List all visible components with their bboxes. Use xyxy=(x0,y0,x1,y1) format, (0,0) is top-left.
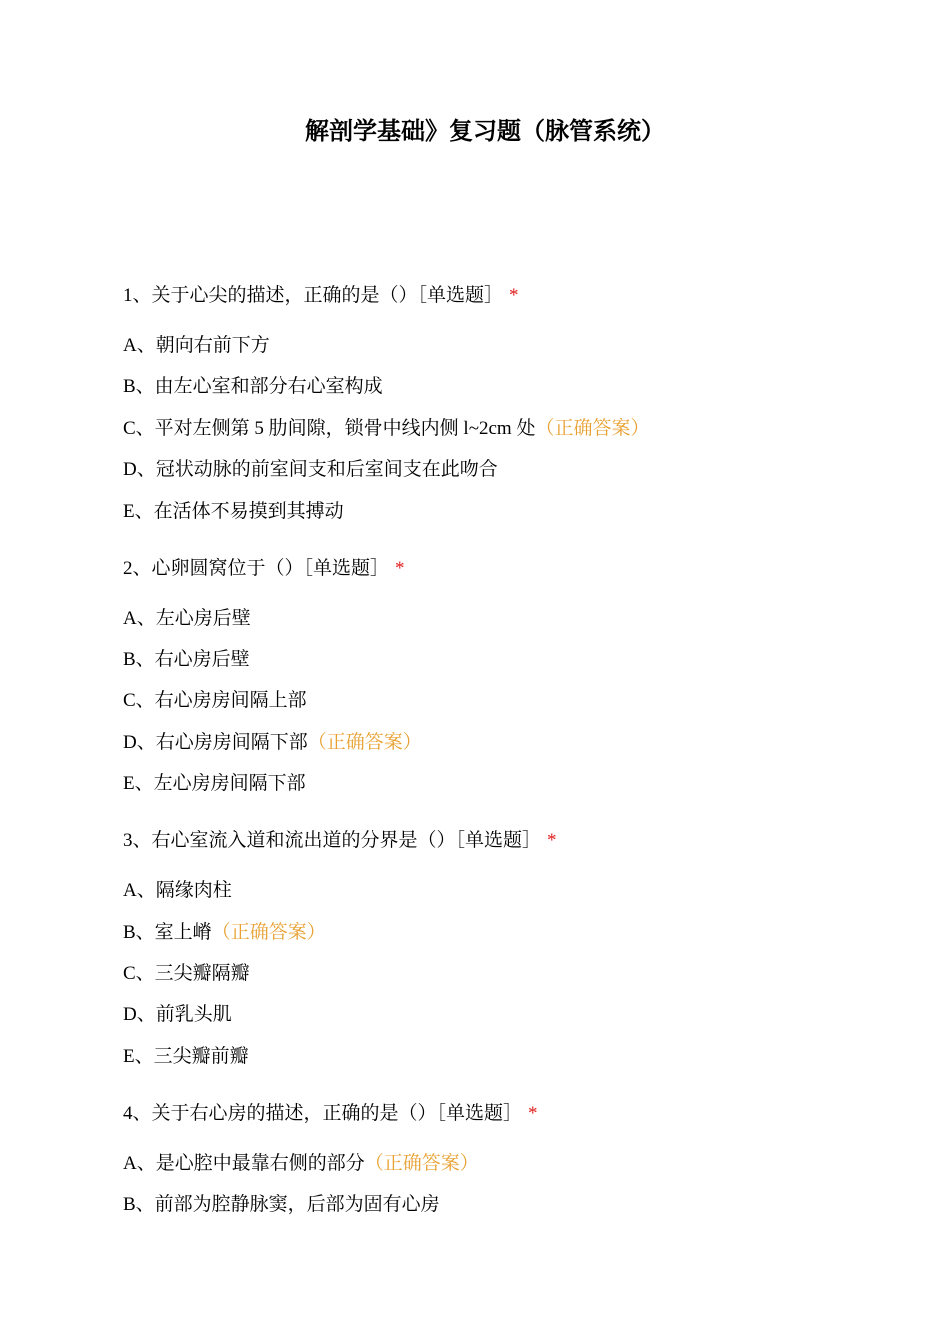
question-1 xyxy=(123,281,883,527)
correct-answer-tag: （正确答案） xyxy=(535,417,650,439)
option-a[interactable] xyxy=(123,604,883,634)
option-text: A、左心房后壁 xyxy=(123,607,251,629)
question-4 xyxy=(123,1099,883,1220)
option-b[interactable] xyxy=(123,1190,883,1220)
option-e[interactable] xyxy=(123,497,883,527)
correct-answer-tag: （正确答案） xyxy=(364,1152,479,1174)
option-d[interactable] xyxy=(123,455,883,485)
question-stem xyxy=(123,1099,883,1129)
option-d[interactable] xyxy=(123,1000,883,1030)
question-stem-text: 4、关于右心房的描述，正确的是（）［单选题］ xyxy=(123,1102,523,1124)
option-text: E、在活体不易摸到其搏动 xyxy=(123,500,344,522)
question-stem-text: 2、心卵圆窝位于（）［单选题］ xyxy=(123,557,390,579)
required-mark: * xyxy=(395,557,405,579)
question-2 xyxy=(123,554,883,800)
required-mark: * xyxy=(528,1102,538,1124)
question-stem xyxy=(123,826,883,856)
option-text: C、右心房房间隔上部 xyxy=(123,690,307,712)
option-c[interactable] xyxy=(123,686,883,716)
option-b[interactable] xyxy=(123,645,883,675)
option-text: A、隔缘肉柱 xyxy=(123,880,232,902)
question-stem-text: 3、右心室流入道和流出道的分界是（）［单选题］ xyxy=(123,830,542,852)
option-a[interactable] xyxy=(123,331,883,361)
option-text: C、三尖瓣隔瓣 xyxy=(123,962,250,984)
question-stem xyxy=(123,554,883,584)
option-b[interactable] xyxy=(123,372,883,402)
option-text: B、右心房后壁 xyxy=(123,648,250,670)
option-text: A、是心腔中最靠右侧的部分 xyxy=(123,1152,365,1174)
option-text: C、平对左侧第 5 肋间隙，锁骨中线内侧 l~2cm 处 xyxy=(123,417,536,439)
question-stem-text: 1、关于心尖的描述，正确的是（）［单选题］ xyxy=(123,285,504,306)
question-3 xyxy=(123,826,883,1072)
option-b[interactable] xyxy=(123,918,883,948)
option-a[interactable] xyxy=(123,876,883,906)
required-mark: * xyxy=(509,285,519,306)
question-list xyxy=(123,281,883,1231)
option-text: B、室上嵴 xyxy=(123,921,212,943)
option-d[interactable] xyxy=(123,728,883,758)
option-c[interactable] xyxy=(123,414,883,444)
required-mark: * xyxy=(547,830,557,852)
option-a[interactable] xyxy=(123,1149,883,1179)
option-text: E、三尖瓣前瓣 xyxy=(123,1045,249,1067)
option-e[interactable] xyxy=(123,1042,883,1072)
option-text: D、冠状动脉的前室间支和后室间支在此吻合 xyxy=(123,459,498,481)
option-text: B、前部为腔静脉窦，后部为固有心房 xyxy=(123,1194,440,1216)
correct-answer-tag: （正确答案） xyxy=(211,921,326,943)
page-title: 解剖学基础》复习题（脉管系统） xyxy=(305,117,665,145)
option-text: B、由左心室和部分右心室构成 xyxy=(123,376,383,398)
question-stem xyxy=(123,281,883,311)
option-text: E、左心房房间隔下部 xyxy=(123,773,306,795)
option-text: D、前乳头肌 xyxy=(123,1004,232,1026)
option-text: D、右心房房间隔下部 xyxy=(123,731,308,753)
option-c[interactable] xyxy=(123,959,883,989)
option-e[interactable] xyxy=(123,769,883,799)
correct-answer-tag: （正确答案） xyxy=(307,731,422,753)
option-text: A、朝向右前下方 xyxy=(123,335,270,356)
